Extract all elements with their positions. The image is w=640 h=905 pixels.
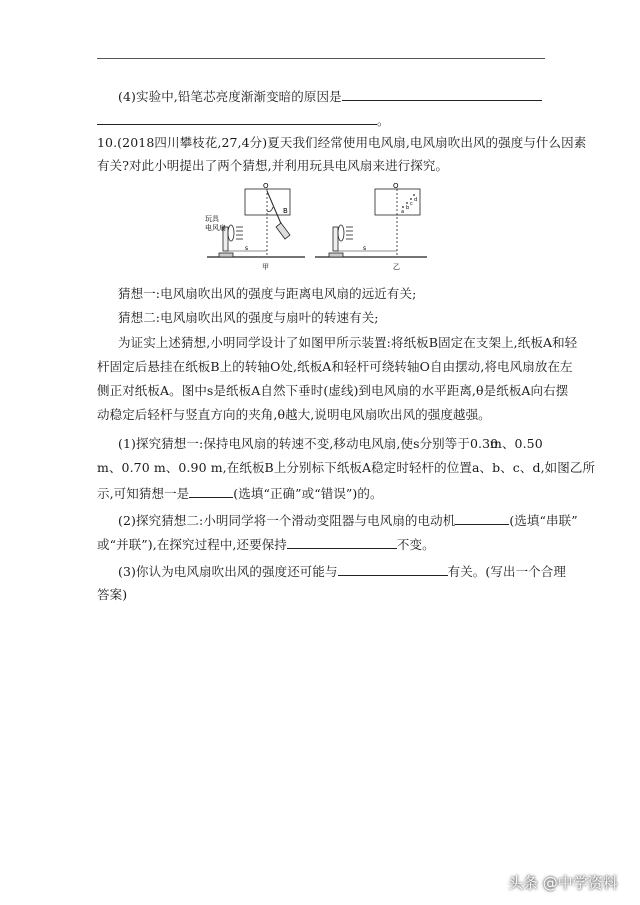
p1-line3 xyxy=(97,485,383,502)
label-c: c xyxy=(410,201,413,207)
p3-line2: 答案) xyxy=(97,587,128,602)
label-O-jia: O xyxy=(263,183,269,190)
p2-line1 xyxy=(118,512,578,529)
q4-line-end xyxy=(97,112,390,129)
p3-line1 xyxy=(118,563,566,580)
label-d: d xyxy=(414,197,418,203)
guess2: 猜想二:电风扇吹出风的强度与扇叶的转速有关; xyxy=(118,310,379,325)
p2-line2 xyxy=(97,536,435,553)
p3-a-post: 有关。(写出一个合理 xyxy=(447,564,566,579)
para-line1: 为证实上述猜想,小明同学设计了如图甲所示装置:将纸板B固定在支架上,纸板A和轻 xyxy=(118,335,578,350)
apparatus-jia xyxy=(207,189,305,257)
experiment-figure xyxy=(205,183,430,278)
p3-answer-blank xyxy=(338,563,448,576)
p2-answer-blank-2 xyxy=(287,536,397,549)
label-jia: 甲 xyxy=(262,263,269,271)
label-O-yi: O xyxy=(393,183,399,190)
p1-line1-unit: m、0.50 xyxy=(490,436,543,451)
p1-c-pre: 示,可知猜想一是 xyxy=(97,486,190,501)
q4-answer-blank xyxy=(342,88,542,101)
p1-text-a: (1)探究猜想一:保持电风扇的转速不变,移动电风扇,使s分别等于0.30 xyxy=(118,436,499,451)
label-yi: 乙 xyxy=(393,263,400,271)
para-line4: 动稳定后轻杆与竖直方向的夹角,θ越大,说明电风扇吹出风的强度越强。 xyxy=(97,407,491,422)
guess1: 猜想一:电风扇吹出风的强度与距离电风扇的远近有关; xyxy=(118,286,417,301)
watermark: 头条 @中学资料 xyxy=(508,874,618,892)
q4-text: (4)实验中,铅笔芯亮度渐渐变暗的原因是 xyxy=(118,89,342,104)
p1-c-post: (选填“正确”或“错误”)的。 xyxy=(233,486,383,501)
experiment-diagram xyxy=(205,183,430,278)
p3-a-pre: (3)你认为电风扇吹出风的强度还可能与 xyxy=(118,564,338,579)
label-s-jia: s xyxy=(245,245,249,252)
label-s-yi: s xyxy=(363,245,367,252)
label-B-jia: B xyxy=(283,207,288,215)
q10-line2: 有关?对此小明提出了两个猜想,并利用玩具电风扇来进行探究。 xyxy=(97,158,449,173)
q4-answer-blank-2 xyxy=(97,112,377,125)
label-fan-1: 玩具 xyxy=(205,215,219,223)
label-fan-2: 电风扇 xyxy=(205,224,226,232)
q4-line xyxy=(118,88,542,105)
q10-line1: 10.(2018四川攀枝花,27,4分)夏天我们经常使用电风扇,电风扇吹出风的强度与什么因素 xyxy=(97,135,587,150)
label-b: b xyxy=(406,205,410,211)
p2-b-pre: 或“并联”),在探究过程中,还要保持 xyxy=(97,537,287,552)
p2-a-pre: (2)探究猜想二:小明同学将一个滑动变阻器与电风扇的电动机 xyxy=(118,513,456,528)
header-rule xyxy=(97,58,545,59)
p1-line2: m、0.70 m、0.90 m,在纸板B上分别标下纸板A稳定时轻杆的位置a、b、c、d,如图乙所 xyxy=(97,460,596,475)
p1-answer-blank xyxy=(189,485,233,498)
p1-line1 xyxy=(118,436,498,452)
p2-a-post: (选填“串联” xyxy=(509,513,578,528)
p2-answer-blank-1 xyxy=(455,512,509,525)
p2-b-post: 不变。 xyxy=(396,537,435,552)
para-line3: 侧正对纸板A。图中s是纸板A自然下垂时(虚线)到电风扇的水平距离,θ是纸板A向右摆 xyxy=(97,383,569,398)
q4-end: 。 xyxy=(377,113,390,128)
para-line2: 杆固定后悬挂在纸板B上的转轴O处,纸板A和轻杆可绕转轴O自由摆动,将电风扇放在左 xyxy=(97,359,573,374)
label-a: a xyxy=(401,209,405,215)
